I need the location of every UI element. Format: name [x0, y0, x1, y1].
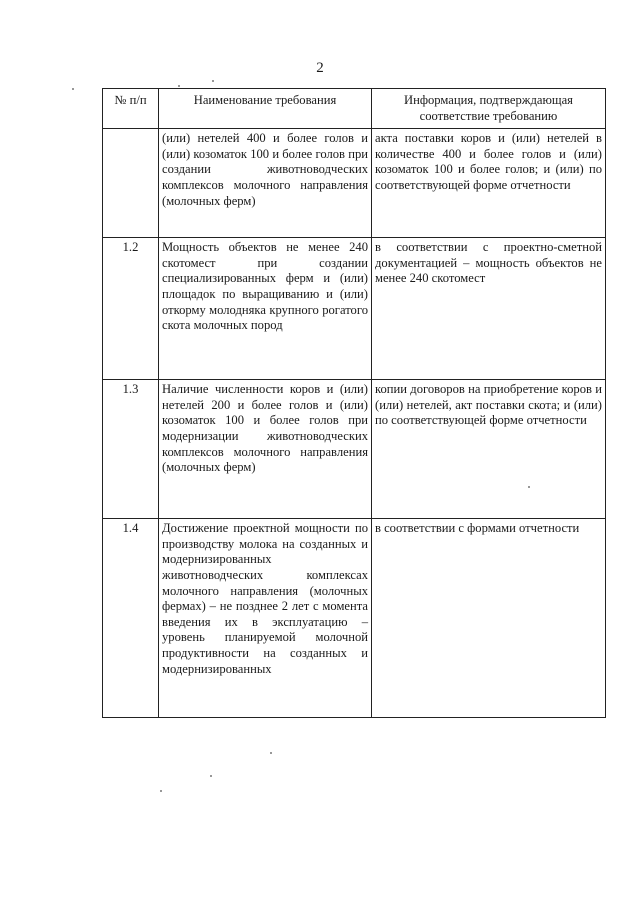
requirements-table	[102, 88, 606, 718]
confirmation-cell: копии договоров на приобретение коров и (или) нетелей, акт поставки скота; и (или) по соответствующей форме отчетности	[372, 380, 606, 519]
requirement-cell: Наличие численности коров и (или) нетелей 200 и более голов и (или) козоматок 100 и более голов при модернизации животноводческих комплексов молочного направления (молочных ферм)	[159, 380, 372, 519]
row-number: 1.3	[103, 380, 159, 519]
confirmation-cell: в соответствии с формами отчетности	[372, 519, 606, 718]
scan-speck	[178, 85, 180, 87]
confirmation-cell: акта поставки коров и (или) нетелей в количестве 400 и более голов и (или) козоматок 100 и более голов; и (или) по соответствующей форме отчетности	[372, 129, 606, 238]
column-header-number: № п/п	[103, 89, 159, 129]
scan-speck	[160, 790, 162, 792]
table-row	[103, 129, 606, 238]
row-number: 1.2	[103, 238, 159, 380]
scan-speck	[212, 80, 214, 82]
confirmation-cell: в соответствии с проектно-сметной документацией – мощность объектов не менее 240 скотомест	[372, 238, 606, 380]
requirement-cell: Мощность объектов не менее 240 скотомест при создании специализированных ферм и (или) площадок по выращиванию и (или) откорму молодняка крупного рогатого скота молочных пород	[159, 238, 372, 380]
column-header-confirmation: Информация, подтверждающая соответствие требованию	[372, 89, 606, 129]
scan-speck	[528, 486, 530, 488]
row-number	[103, 129, 159, 238]
column-header-requirement: Наименование требования	[159, 89, 372, 129]
row-number: 1.4	[103, 519, 159, 718]
scan-speck	[270, 752, 272, 754]
table-row	[103, 238, 606, 380]
scan-speck	[210, 775, 212, 777]
table-row	[103, 380, 606, 519]
table-header-row	[103, 89, 606, 129]
scan-speck	[72, 88, 74, 90]
page-number: 2	[316, 60, 324, 76]
requirement-cell: (или) нетелей 400 и более голов и (или) козоматок 100 и более голов при создании животноводческих комплексов молочного направления (молочных ферм)	[159, 129, 372, 238]
table-row	[103, 519, 606, 718]
requirement-cell: Достижение проектной мощности по производству молока на созданных и модернизированных животноводческих комплексах молочного направления (молочных фермах) – не позднее 2 лет с момента введения их в эксплуатацию – уровень планируемой молочной продуктивности на созданных и модернизированных	[159, 519, 372, 718]
